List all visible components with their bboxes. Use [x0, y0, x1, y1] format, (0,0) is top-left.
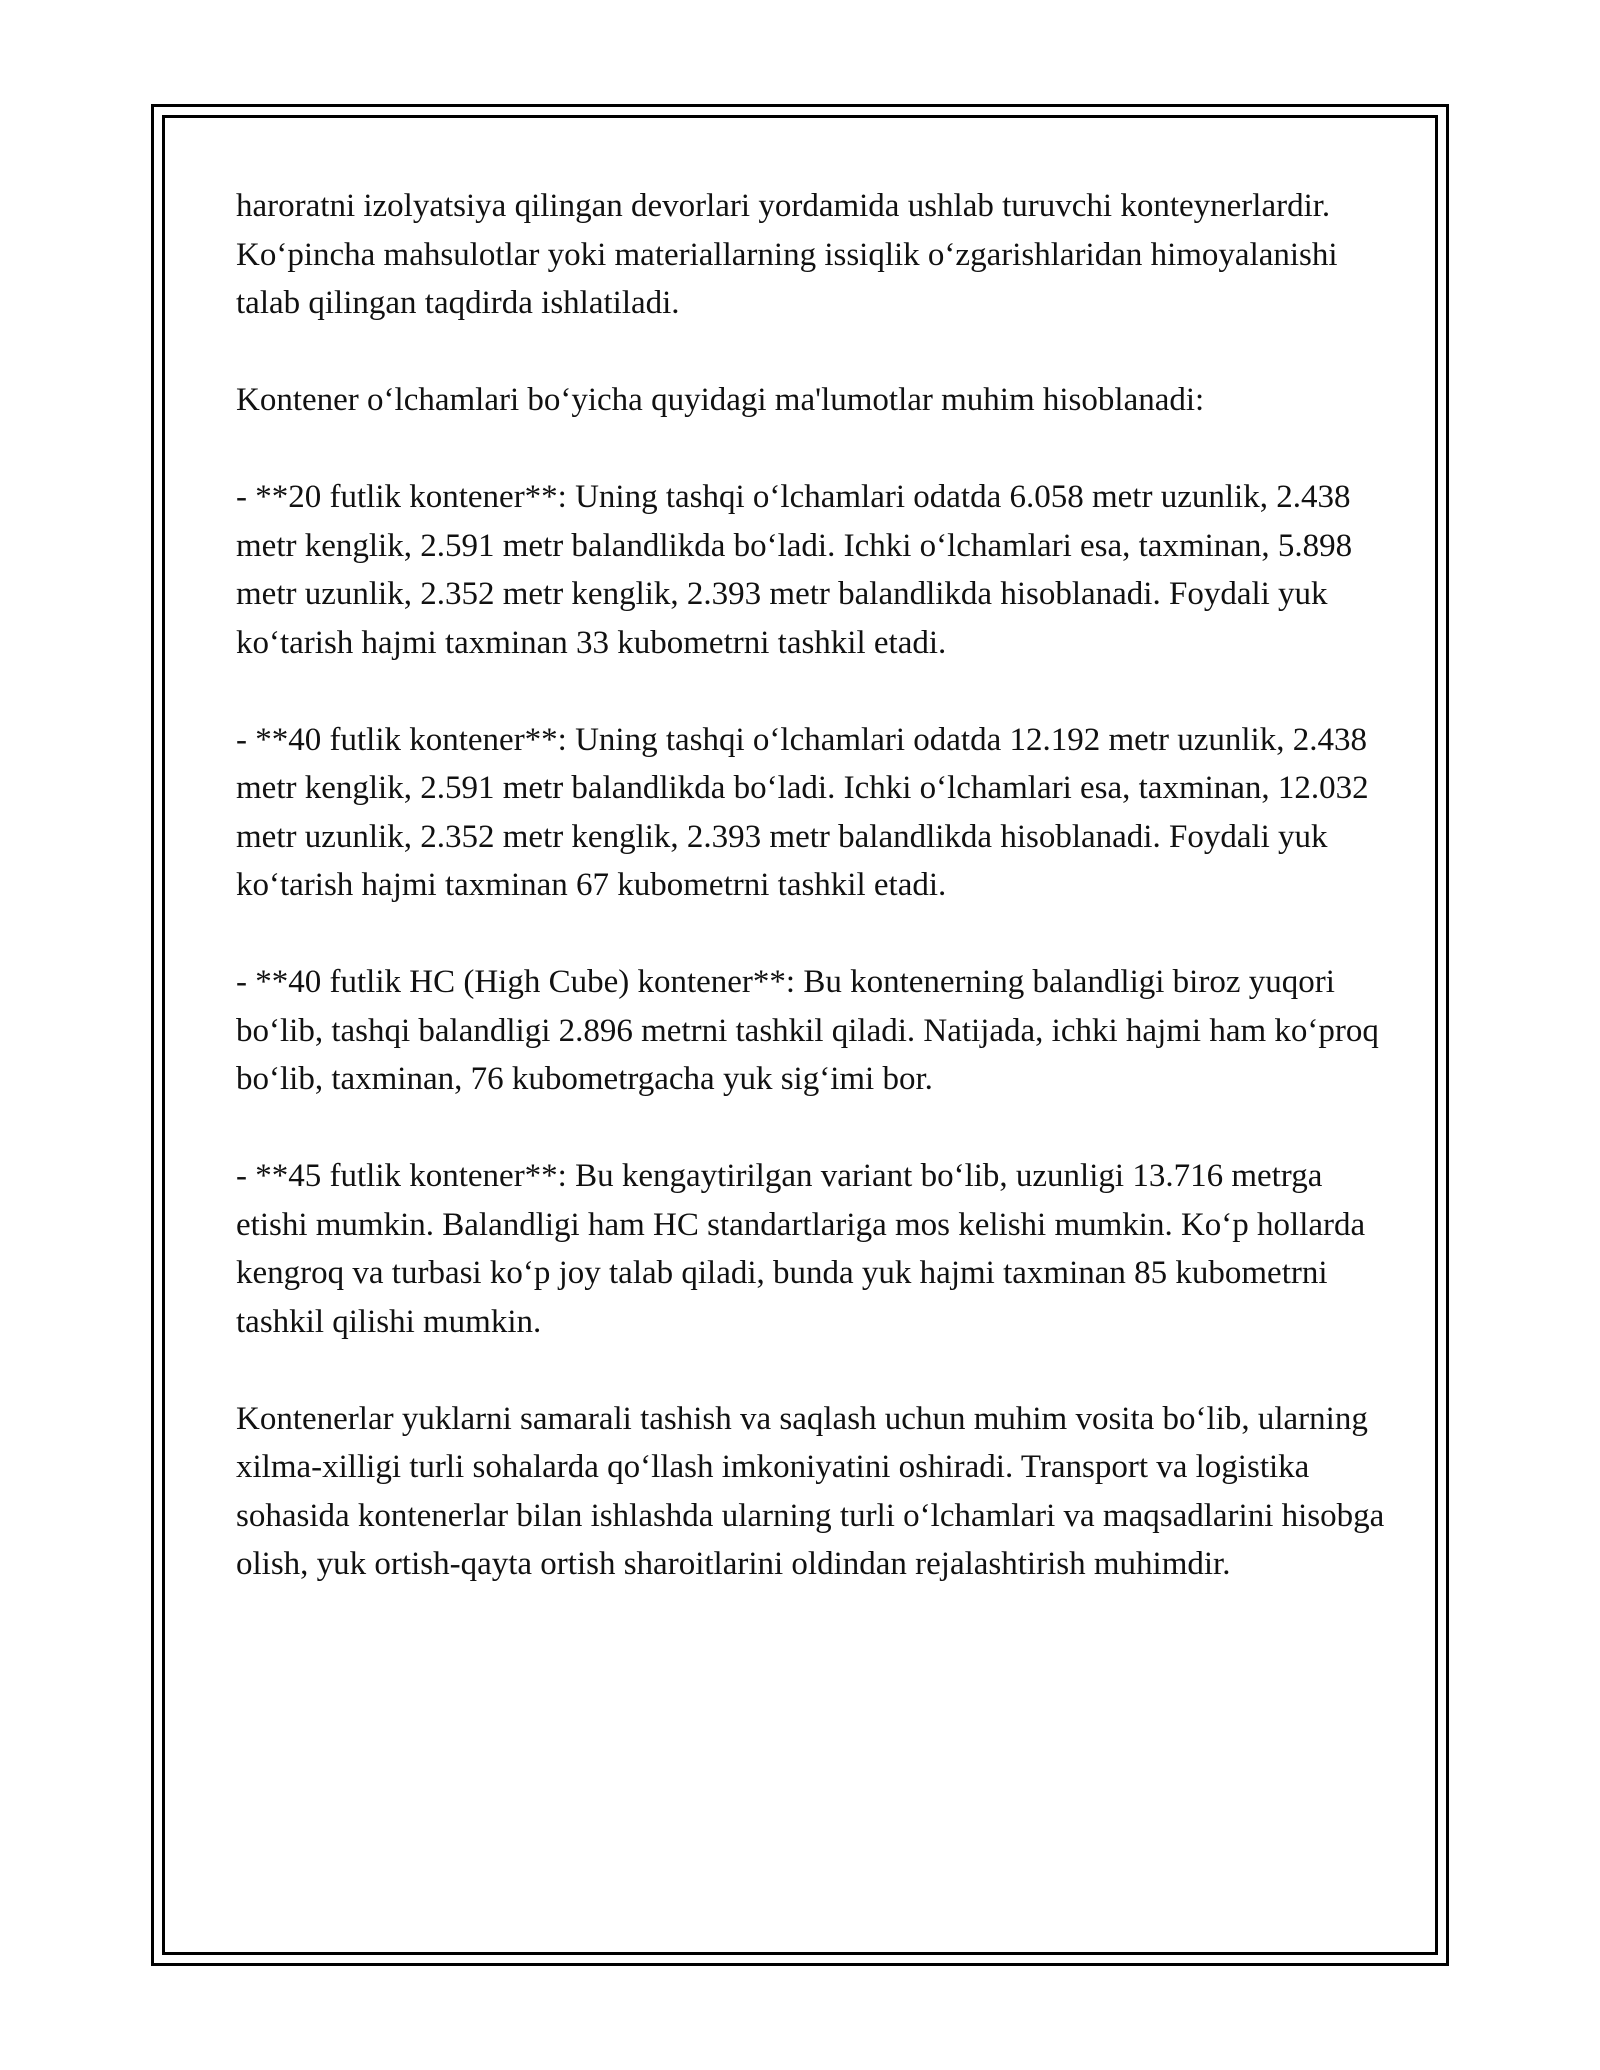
paragraph-20ft-container: - **20 futlik kontener**: Uning tashqi o‘lchamlari odatda 6.058 metr uzunlik, 2.438 metr kenglik, 2.591 metr balandlikda bo‘ladi. Ichki o‘lchamlari esa, taxminan, 5.898 metr uzunlik, 2.352 metr kenglik, 2.393 metr balandlikda hisoblanadi. Foydali yuk ko‘tarish hajmi taxminan 33 kubometrni tashkil etadi. — [236, 479, 1353, 661]
paragraph-40ft-container: - **40 futlik kontener**: Uning tashqi o‘lchamlari odatda 12.192 metr uzunlik, 2.438 metr kenglik, 2.591 metr balandlikda bo‘ladi. Ichki o‘lchamlari esa, taxminan, 12.032 metr uzunlik, 2.352 metr kenglik, 2.393 metr balandlikda hisoblanadi. Foydali yuk ko‘tarish hajmi taxminan 67 kubometrni tashkil etadi. — [236, 721, 1369, 903]
paragraph-conclusion: Kontenerlar yuklarni samarali tashish va saqlash uchun muhim vosita bo‘lib, ularning xilma-xilligi turli sohalarda qo‘llash imkoniyatini oshiradi. Transport va logistika sohasida kontenerlar bilan ishlashda ularning turli o‘lchamlari va maqsadlarini hisobga olish, yuk ortish-qayta ortish sharoitlarini oldindan rejalashtirish muhimdir. — [236, 1400, 1385, 1582]
paragraph-intro-continuation: haroratni izolyatsiya qilingan devorlari yordamida ushlab turuvchi konteynerlardir. Ko‘pincha mahsulotlar yoki materiallarning issiqlik o‘zgarishlaridan himoyalanishi talab qilingan taqdirda ishlatiladi. — [236, 188, 1338, 321]
document-body — [236, 182, 1396, 1637]
paragraph-45ft-container: - **45 futlik kontener**: Bu kengaytirilgan variant bo‘lib, uzunligi 13.716 metrga etishi mumkin. Balandligi ham HC standartlariga mos kelishi mumkin. Ko‘p hollarda kengroq va turbasi ko‘p joy talab qiladi, bunda yuk hajmi taxminan 85 kubometrni tashkil qilishi mumkin. — [236, 1158, 1366, 1340]
paragraph-sizes-heading: Kontener o‘lchamlari bo‘yicha quyidagi ma'lumotlar muhim hisoblanadi: — [236, 382, 1205, 418]
paragraph-40ft-hc-container: - **40 futlik HC (High Cube) kontener**: Bu kontenerning balandligi biroz yuqori bo‘lib, tashqi balandligi 2.896 metrni tashkil qiladi. Natijada, ichki hajmi ham ko‘proq bo‘lib, taxminan, 76 kubometrgacha yuk sig‘imi bor. — [236, 964, 1379, 1097]
